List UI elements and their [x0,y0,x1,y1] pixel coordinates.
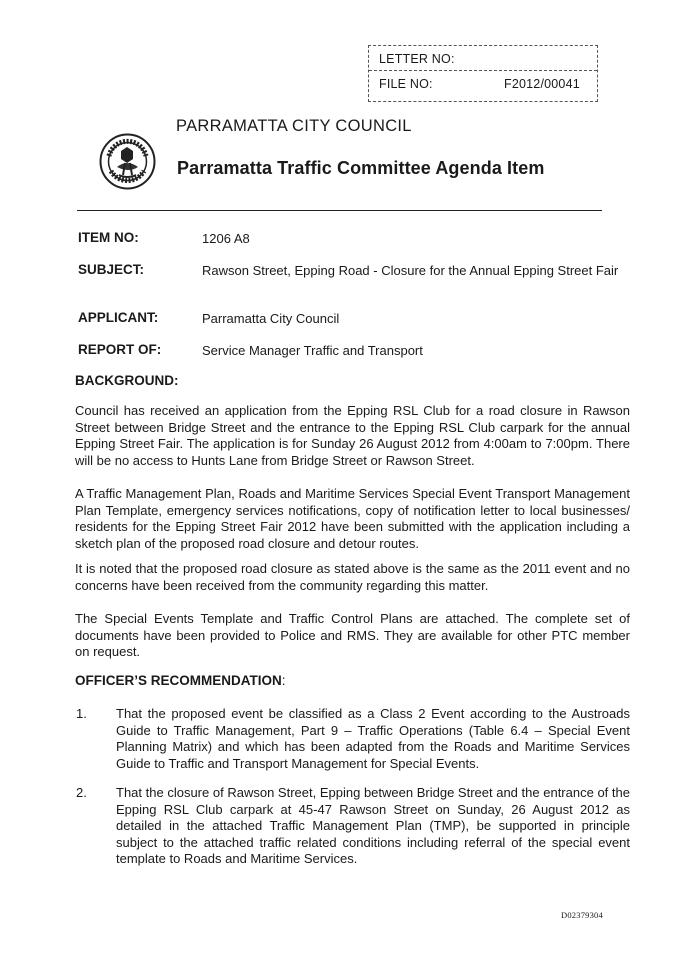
file-no-label: FILE NO: [379,77,433,91]
file-box-divider [369,70,597,71]
agenda-title: Parramatta Traffic Committee Agenda Item [177,158,545,178]
background-paragraph-4: The Special Events Template and Traffic Control Plans are attached. The complete set of documents have been provided to Police and RMS. They are available for other PTC member on request. [75,611,630,659]
subject-label: SUBJECT: [78,262,145,277]
document-id: D02379304 [561,910,603,920]
background-heading: BACKGROUND: [75,373,179,388]
report-of-label: REPORT OF: [78,342,162,357]
recommendation-text-1: That the proposed event be classified as a Class 2 Event according to the Austroads Guide to Traffic Management, Part 9 – Traffic Operations (Table 6.4 – Special Event Planning Matrix) and which has been adapted from the Roads and Maritime Services Guide to Traffic and Transport Management for Special Events. [116,706,630,771]
recommendation-heading-text: OFFICER’S RECOMMENDATION [75,673,282,688]
item-no-label: ITEM NO: [78,230,139,245]
applicant-value: Parramatta City Council [202,311,340,326]
recommendation-number-1: 1. [76,706,87,721]
file-reference-box [368,45,598,102]
item-no-value: 1206 A8 [202,231,250,246]
recommendation-heading-colon: : [281,673,286,688]
file-no-row [379,74,591,94]
letter-no-label: LETTER NO: [379,52,455,66]
recommendation-text-2: That the closure of Rawson Street, Epping between Bridge Street and the entrance of the Epping RSL Club carpark at 45-47 Rawson Street on Sunday, 26 August 2012 as detailed in the attached Traffic Management Plan (TMP), be supported in principle subject to the attached traffic related conditions including referral of the special event template to Roads and Maritime Services. [116,785,630,866]
recommendation-number-2: 2. [76,785,87,800]
file-no-value: F2012/00041 [504,77,580,91]
background-paragraph-1: Council has received an application from the Epping RSL Club for a road closure in Rawson Street between Bridge Street and the entrance to the Epping RSL Club carpark for the annual Epping Street Fair. The application is for Sunday 26 August 2012 from 4:00am to 7:00pm. There will be no access to Hunts Lane from Bridge Street or Rawson Street. [75,403,630,468]
background-paragraph-2: A Traffic Management Plan, Roads and Maritime Services Special Event Transport Management Plan Template, emergency services notifications, copy of notification letter to local businesses/ residents for the Epping Street Fair 2012 have been submitted with the application including a sketch plan of the proposed road closure and detour routes. [75,486,630,551]
letter-no-row [379,49,591,69]
report-of-value: Service Manager Traffic and Transport [202,343,423,358]
council-seal-icon [99,133,156,190]
subject-value: Rawson Street, Epping Road - Closure for the Annual Epping Street Fair [202,263,619,278]
council-name: PARRAMATTA CITY COUNCIL [176,117,412,135]
recommendation-heading [75,673,286,688]
header-divider [77,210,602,211]
applicant-label: APPLICANT: [78,310,159,325]
background-paragraph-3: It is noted that the proposed road closure as stated above is the same as the 2011 event and no concerns have been received from the community regarding this matter. [75,561,630,593]
